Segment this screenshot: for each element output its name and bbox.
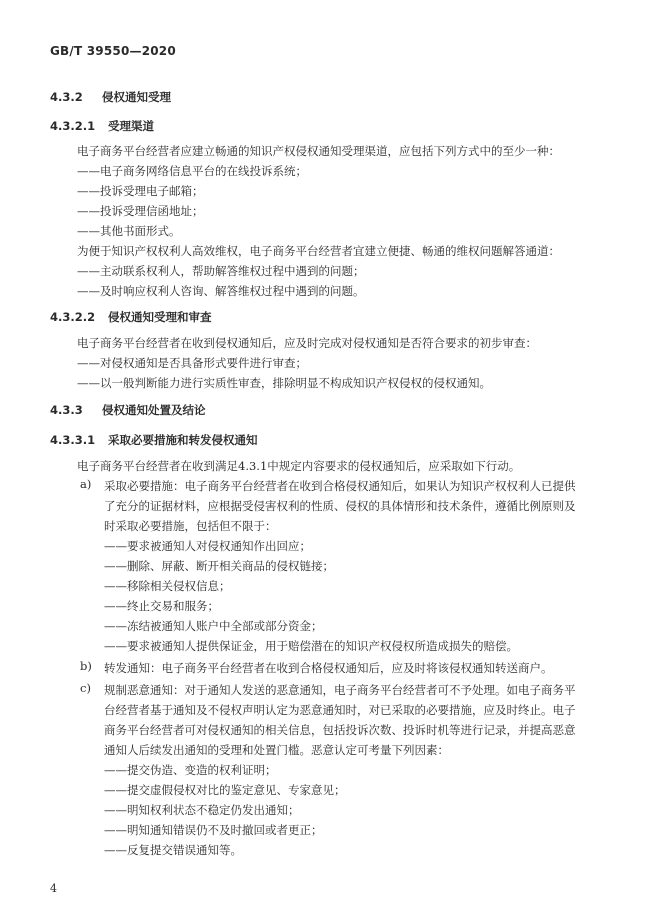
list-marker-b: b) bbox=[80, 659, 92, 673]
item-a-line: 了充分的证据材料，应根据受侵害权利的性质、侵权的具体情形和技术条件，遵循比例原则及 bbox=[104, 499, 576, 513]
list-item: ——电子商务网络信息平台的在线投诉系统； bbox=[77, 164, 307, 178]
section-title: 侵权通知受理 bbox=[102, 90, 171, 104]
item-a-line: 时采取必要措施，包括但不限于： bbox=[104, 519, 277, 533]
section-number: 4.3.2 bbox=[50, 90, 83, 104]
sub-list-item: ——要求被通知人提供保证金，用于赔偿潜在的知识产权侵权所造成损失的赔偿。 bbox=[104, 639, 518, 653]
sub-list-item: ——明知通知错误仍不及时撤回或者更正； bbox=[104, 823, 323, 837]
list-item: ——投诉受理电子邮箱； bbox=[77, 184, 204, 198]
list-item: ——投诉受理信函地址； bbox=[77, 204, 204, 218]
sub-list-item: ——终止交易和服务； bbox=[104, 599, 219, 613]
paragraph: 电子商务平台经营者应建立畅通的知识产权侵权通知受理渠道，应包括下列方式中的至少一种： bbox=[77, 144, 560, 158]
paragraph: 电子商务平台经营者在收到满足4.3.1中规定内容要求的侵权通知后，应采取如下行动。 bbox=[77, 459, 521, 473]
list-item: ——主动联系权利人，帮助解答维权过程中遇到的问题； bbox=[77, 264, 365, 278]
section-heading-4-3-2 bbox=[50, 89, 171, 105]
sub-list-item: ——提交伪造、变造的权利证明； bbox=[104, 763, 277, 777]
section-heading-4-3-3-1 bbox=[50, 432, 258, 448]
standard-code: GB/T 39550—2020 bbox=[50, 44, 176, 58]
list-marker-a: a) bbox=[80, 477, 92, 491]
sub-list-item: ——删除、屏蔽、断开相关商品的侵权链接； bbox=[104, 559, 334, 573]
section-number: 4.3.3.1 bbox=[50, 433, 96, 447]
sub-list-item: ——提交虚假侵权对比的鉴定意见、专家意见； bbox=[104, 783, 346, 797]
item-a-line: 采取必要措施：电子商务平台经营者在收到合格侵权通知后，如果认为知识产权权利人已提供 bbox=[104, 479, 576, 493]
section-title: 侵权通知处置及结论 bbox=[102, 403, 206, 417]
section-heading-4-3-3 bbox=[50, 402, 206, 418]
item-c-line: 台经营者基于通知及不侵权声明认定为恶意通知时，对已采取的必要措施，应及时终止。电子 bbox=[104, 703, 576, 717]
section-number: 4.3.2.2 bbox=[50, 310, 96, 324]
section-heading-4-3-2-1 bbox=[50, 118, 154, 134]
list-item: ——其他书面形式。 bbox=[77, 224, 181, 238]
sub-list-item: ——要求被通知人对侵权通知作出回应； bbox=[104, 539, 311, 553]
sub-list-item: ——冻结被通知人账户中全部或部分资金； bbox=[104, 619, 323, 633]
list-item: ——以一般判断能力进行实质性审查，排除明显不构成知识产权侵权的侵权通知。 bbox=[77, 376, 491, 390]
sub-list-item: ——移除相关侵权信息； bbox=[104, 579, 231, 593]
paragraph: 电子商务平台经营者在收到侵权通知后，应及时完成对侵权通知是否符合要求的初步审查： bbox=[77, 336, 537, 350]
item-c-line: 通知人后续发出通知的受理和处置门槛。恶意认定可考量下列因素： bbox=[104, 743, 449, 757]
paragraph: 为便于知识产权权利人高效维权，电子商务平台经营者宜建立便捷、畅通的维权问题解答通道： bbox=[77, 244, 560, 258]
section-title: 侵权通知受理和审查 bbox=[108, 310, 212, 324]
sub-list-item: ——反复提交错误通知等。 bbox=[104, 843, 242, 857]
section-title: 受理渠道 bbox=[108, 119, 154, 133]
item-c-line: 商务平台经营者可对侵权通知的相关信息，包括投诉次数、投诉时机等进行记录，并提高恶意 bbox=[104, 723, 576, 737]
section-heading-4-3-2-2 bbox=[50, 309, 212, 325]
section-number: 4.3.3 bbox=[50, 403, 83, 417]
item-c-line: 规制恶意通知：对于通知人发送的恶意通知，电子商务平台经营者可不予处理。如电子商务平 bbox=[104, 683, 576, 697]
item-b-line: 转发通知：电子商务平台经营者在收到合格侵权通知后，应及时将该侵权通知转送商户。 bbox=[104, 661, 553, 675]
page-number: 4 bbox=[50, 882, 57, 895]
section-number: 4.3.2.1 bbox=[50, 119, 96, 133]
list-item: ——及时响应权利人咨询、解答维权过程中遇到的问题。 bbox=[77, 284, 365, 298]
list-marker-c: c) bbox=[80, 681, 91, 695]
list-item: ——对侵权通知是否具备形式要件进行审查； bbox=[77, 356, 307, 370]
sub-list-item: ——明知权利状态不稳定仍发出通知； bbox=[104, 803, 300, 817]
section-title: 采取必要措施和转发侵权通知 bbox=[108, 433, 258, 447]
